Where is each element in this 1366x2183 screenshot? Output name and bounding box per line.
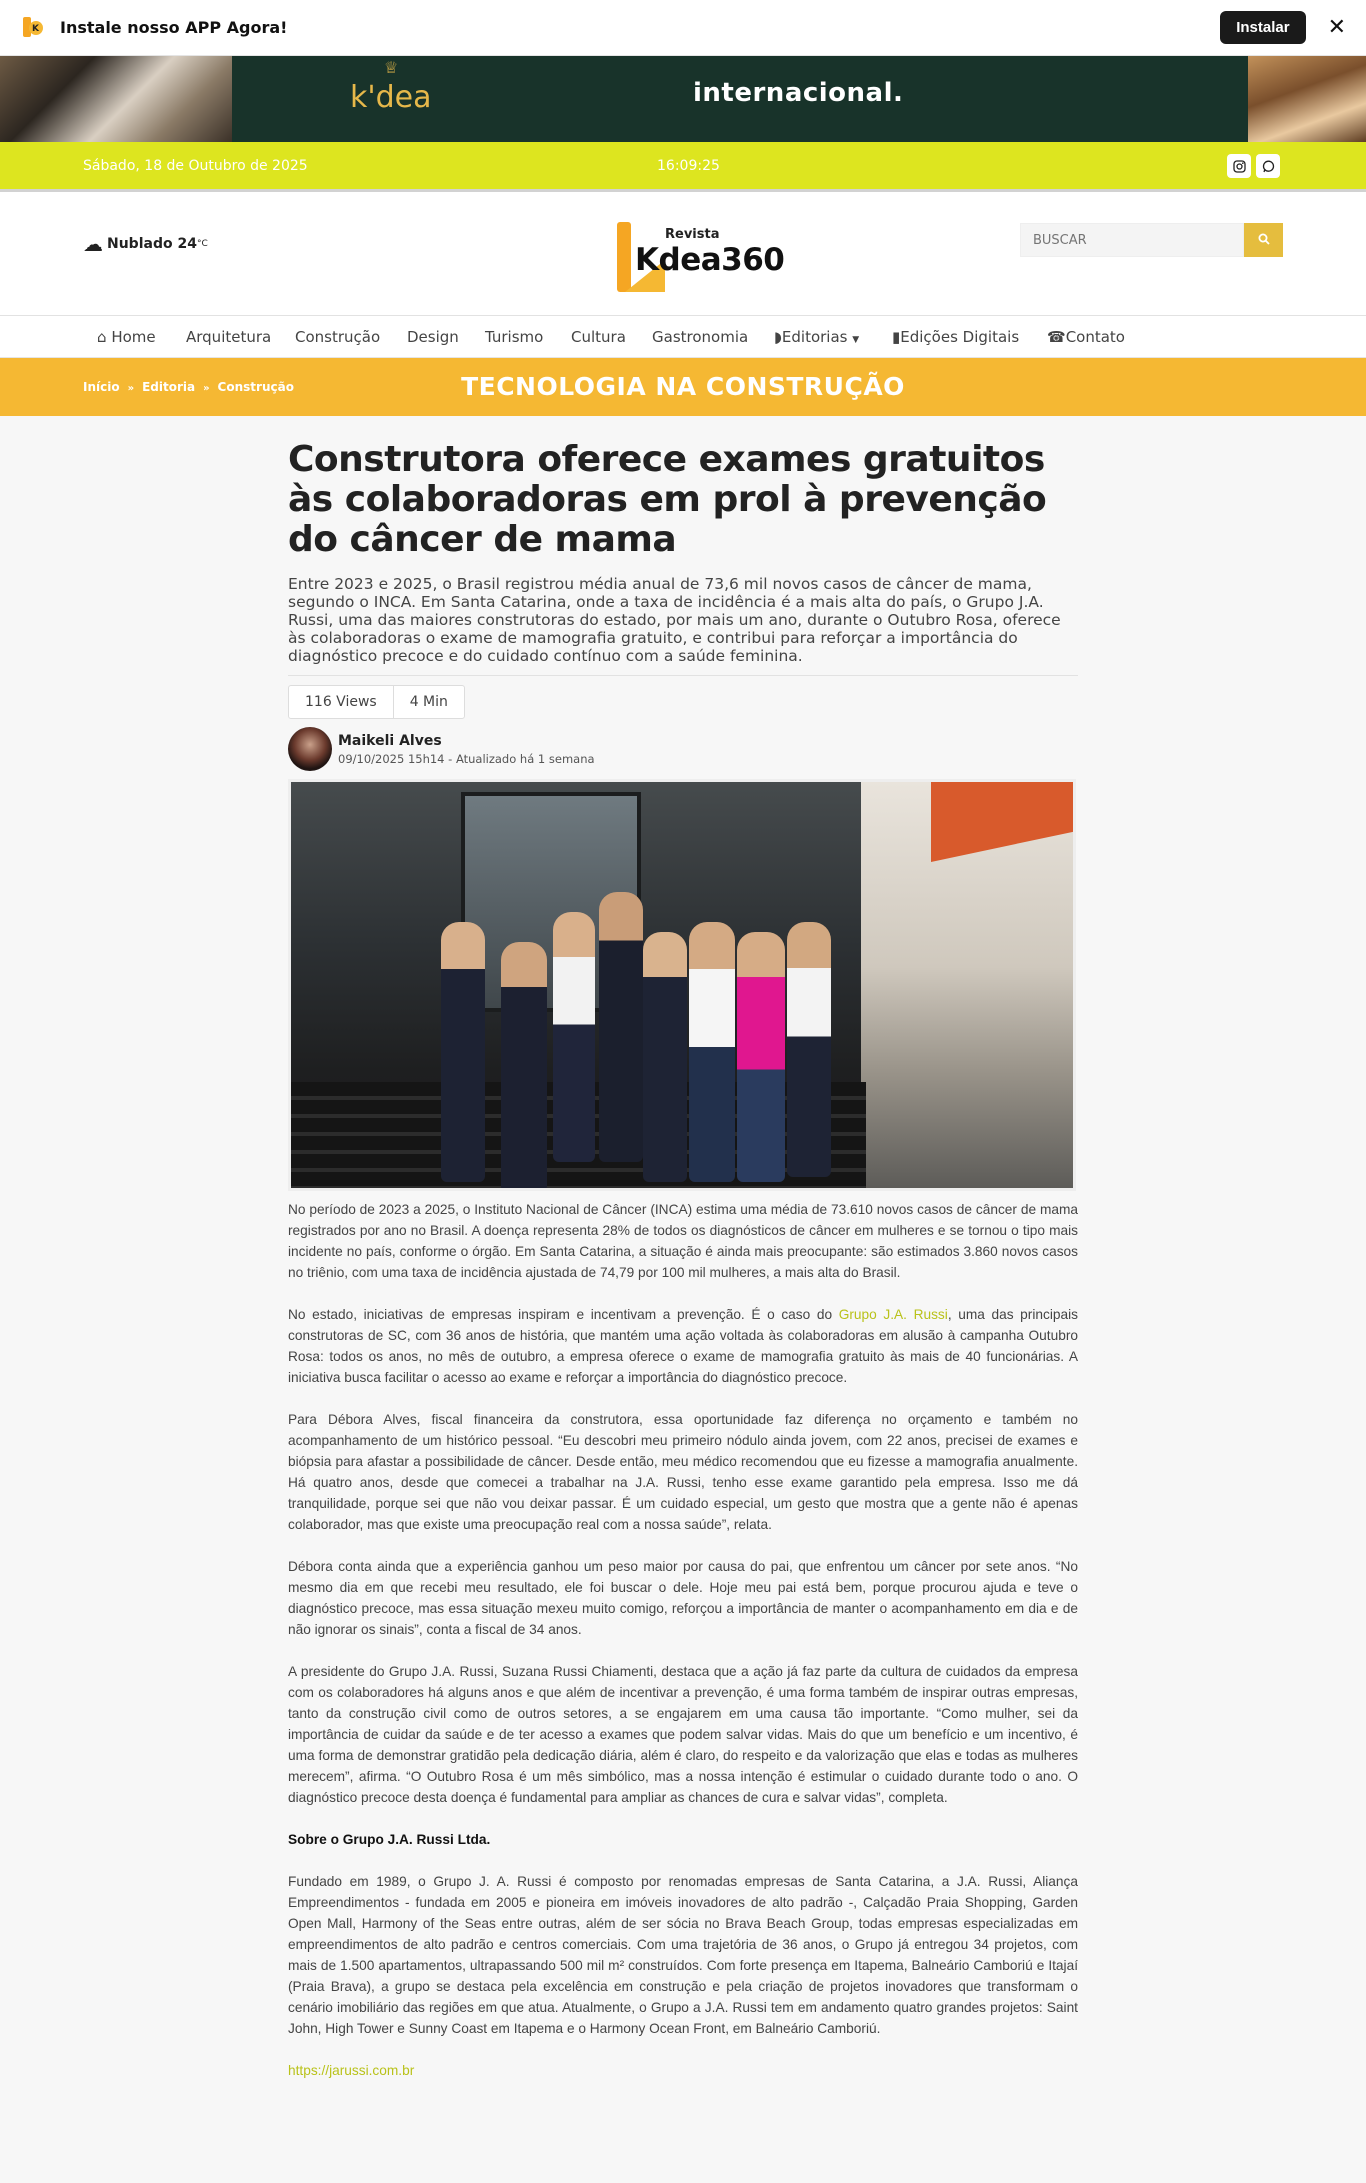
current-date: Sábado, 18 de Outubro de 2025 [83, 158, 308, 174]
breadcrumb-separator-icon: » [127, 383, 135, 394]
current-time: 16:09:25 [657, 158, 720, 174]
section-subheading: Sobre o Grupo J.A. Russi Ltda. [288, 1832, 491, 1847]
main-nav [0, 316, 1366, 358]
nav-arquitetura[interactable]: Arquitetura [186, 328, 272, 346]
ad-banner[interactable] [0, 56, 1366, 142]
app-logo-icon: K [20, 15, 46, 41]
divider [288, 675, 1078, 676]
article-title: Construtora oferece exames gratuitos às colaboradoras em prol à prevenção do câncer de mama [288, 439, 1047, 560]
weather-widget [83, 232, 208, 256]
nav-home[interactable]: ⌂ Home [97, 328, 156, 346]
install-app-text: Instale nosso APP Agora! [60, 18, 288, 37]
author-name[interactable]: Maikeli Alves [338, 732, 442, 749]
article [288, 440, 1078, 2102]
search-input[interactable] [1020, 223, 1244, 257]
company-link[interactable]: Grupo J.A. Russi [838, 1307, 948, 1322]
publish-meta: 09/10/2025 15h14 - Atualizado há 1 semana [338, 751, 595, 766]
search-button[interactable] [1244, 223, 1283, 257]
ad-text: internacional. [693, 78, 904, 108]
install-button[interactable]: Instalar [1220, 11, 1305, 44]
nav-editorias[interactable]: ◗Editorias ▼ [774, 328, 860, 346]
article-body [288, 1199, 1078, 2081]
rss-icon: ◗ [774, 328, 782, 346]
install-app-bar [0, 0, 1366, 56]
brand-small: Revista [665, 227, 720, 242]
breadcrumb-construcao[interactable]: Construção [217, 380, 294, 394]
search-icon [1258, 233, 1270, 245]
paragraph: A presidente do Grupo J.A. Russi, Suzana Russi Chiamenti, destaca que a ação já faz parte da cultura de cuidados da empresa com os colaboradores há alguns anos e que além de incentivar a prevenção, é uma forma também de inspirar outras empresas, tanto da construção civil como de outros setores, a se engajarem em uma causa tão importante. “Como mulher, sei da importância de cuidar da saúde e de ter acesso a exames que podem salvar vidas. Mais do que um benefício e um incentivo, é uma forma de demonstrar gratidão pela dedicação diária, além é claro, do respeito e da valorização que elas e todas as mulheres merecem”, afirma. “O Outubro Rosa é um mês simbólico, mas a nossa intenção é estimular o cuidado durante todo o ano. O diagnóstico precoce desta doença é fundamental para ampliar as chances de cura e salvar vidas”, completa. [288, 1664, 1078, 1805]
paragraph: Débora conta ainda que a experiência ganhou um peso maior por causa do pai, que enfrentou um câncer por sete anos. “No mesmo dia em que recebi meu resultado, ele foi buscar o dele. Hoje meu pai está bem, porque procurou ajuda e teve o diagnóstico precoce, mas essa situação mexeu muito comigo, reforçou a importância de manter o acompanhamento em dia e de não ignorar os sinais”, conta a fiscal de 34 anos. [288, 1559, 1078, 1637]
nav-construcao[interactable]: Construção [295, 328, 381, 346]
caret-down-icon: ▼ [852, 335, 860, 345]
file-icon: ▮ [892, 328, 901, 346]
avatar [288, 727, 332, 771]
close-icon[interactable]: ✕ [1327, 14, 1346, 40]
nav-cultura[interactable]: Cultura [571, 328, 626, 346]
nav-design[interactable]: Design [407, 328, 459, 346]
whatsapp-icon[interactable] [1256, 154, 1280, 178]
section-title-bar [0, 358, 1366, 416]
ad-photo-left [0, 56, 232, 142]
article-photo [288, 779, 1076, 1191]
weather-text: Nublado 24 [107, 236, 197, 252]
home-icon: ⌂ [97, 328, 107, 346]
crown-icon: ♕ [384, 58, 399, 77]
external-link[interactable]: https://jarussi.com.br [288, 2063, 415, 2078]
phone-icon: ☎ [1047, 328, 1066, 346]
ad-logo: k'dea [350, 80, 432, 115]
nav-contato[interactable]: ☎Contato [1047, 328, 1125, 346]
views-count: 116 Views [305, 694, 377, 710]
nav-edicoes-digitais[interactable]: ▮Edições Digitais [892, 328, 1020, 346]
paragraph: No estado, iniciativas de empresas inspiram e incentivam a prevenção. É o caso do Grupo J.A. Russi, uma das principais construtoras de SC, com 36 anos de história, que mantém uma ação voltada às colaboradoras em alusão à campanha Outubro Rosa: todos os anos, no mês de outubro, a empresa oferece o exame de mamografia gratuito às mais de 40 funcionárias. A iniciativa busca facilitar o acesso ao exame e reforçar a importância do diagnóstico precoce. [288, 1307, 1078, 1385]
section-title: TECNOLOGIA NA CONSTRUÇÃO [461, 372, 905, 401]
date-bar [0, 142, 1366, 192]
paragraph: No período de 2023 a 2025, o Instituto Nacional de Câncer (INCA) estima uma média de 73.610 novos casos de câncer de mama registrados por ano no Brasil. A doença representa 28% de todos os diagnósticos de câncer em mulheres e se tornou o tipo mais incidente no país, conforme o órgão. Em Santa Catarina, a situação é ainda mais preocupante: são estimados 3.860 novos casos no triênio, com uma taxa de incidência ajustada de 74,79 por 100 mil mulheres, a mais alta do Brasil. [288, 1202, 1078, 1280]
site-logo[interactable] [617, 222, 787, 300]
ad-photo-right [1248, 56, 1366, 142]
nav-gastronomia[interactable]: Gastronomia [652, 328, 749, 346]
nav-turismo[interactable]: Turismo [485, 328, 544, 346]
paragraph: Para Débora Alves, fiscal financeira da construtora, essa oportunidade faz diferença no orçamento e também no acompanhamento de um histórico pessoal. “Eu descobri meu primeiro nódulo ainda jovem, com 22 anos, precisei de exames e biópsia para afastar a possibilidade de câncer. Desde então, meu médico recomendou que eu fizesse a mamografia anualmente. Há quatro anos, desde que comecei a trabalhar na J.A. Russi, tenho esse exame garantido pela empresa. Isso me dá tranquilidade, porque sei que não vou deixar passar. É um cuidado especial, um gesto que mostra que a gente não é apenas colaborador, mas que existe uma preocupação real com a nossa saúde”, relata. [288, 1412, 1078, 1532]
breadcrumb-editoria[interactable]: Editoria [142, 380, 196, 394]
site-header [0, 192, 1366, 316]
article-lead: Entre 2023 e 2025, o Brasil registrou média anual de 73,6 mil novos casos de câncer de mama, segundo o INCA. Em Santa Catarina, onde a taxa de incidência é a mais alta do país, o Grupo J.A. Russi, uma das maiores construtoras do estado, por mais um ano, durante o Outubro Rosa, oferece às colaboradoras o exame de mamografia gratuito, e contribui para reforçar a importância do diagnóstico precoce e do cuidado contínuo com a saúde feminina. [288, 575, 1061, 665]
author-block [288, 727, 1078, 771]
breadcrumb-separator-icon: » [203, 383, 210, 394]
brand-name: Kdea360 [635, 242, 785, 278]
paragraph: Fundado em 1989, o Grupo J. A. Russi é composto por renomadas empresas de Santa Catarina, a J.A. Russi, Aliança Empreendimentos - fundada em 2005 e pioneira em imóveis inovadores de alto padrão -, Calçadão Praia Shopping, Garden Open Mall, Harmony of the Seas entre outras, além de ser sócia no Brava Beach Group, todas empresas especializadas em empreendimentos de alto padrão e centros comerciais. Com uma trajetória de 36 anos, o Grupo já entregou 34 projetos, com mais de 1.500 apartamentos, ultrapassando 500 mil m² construídos. Com forte presença em Itapema, Balneário Camboriú e Itajaí (Praia Brava), a grupo se destaca pela excelência em construção e pela criação de projetos inovadores que transformam o cenário imobiliário das regiões em que atua. Atualmente, o Grupo a J.A. Russi tem em andamento quatro grandes projetos: Saint John, High Tower e Sunny Coast em Itapema e o Harmony Ocean Front, em Balneário Camboriú. [288, 1874, 1078, 2036]
article-stats [288, 685, 465, 719]
weather-unit: °C [196, 239, 208, 249]
cloud-icon: ☁ [83, 232, 103, 256]
instagram-icon[interactable] [1227, 154, 1251, 178]
breadcrumb-inicio[interactable]: Início [83, 380, 120, 394]
read-time: 4 Min [393, 686, 464, 718]
